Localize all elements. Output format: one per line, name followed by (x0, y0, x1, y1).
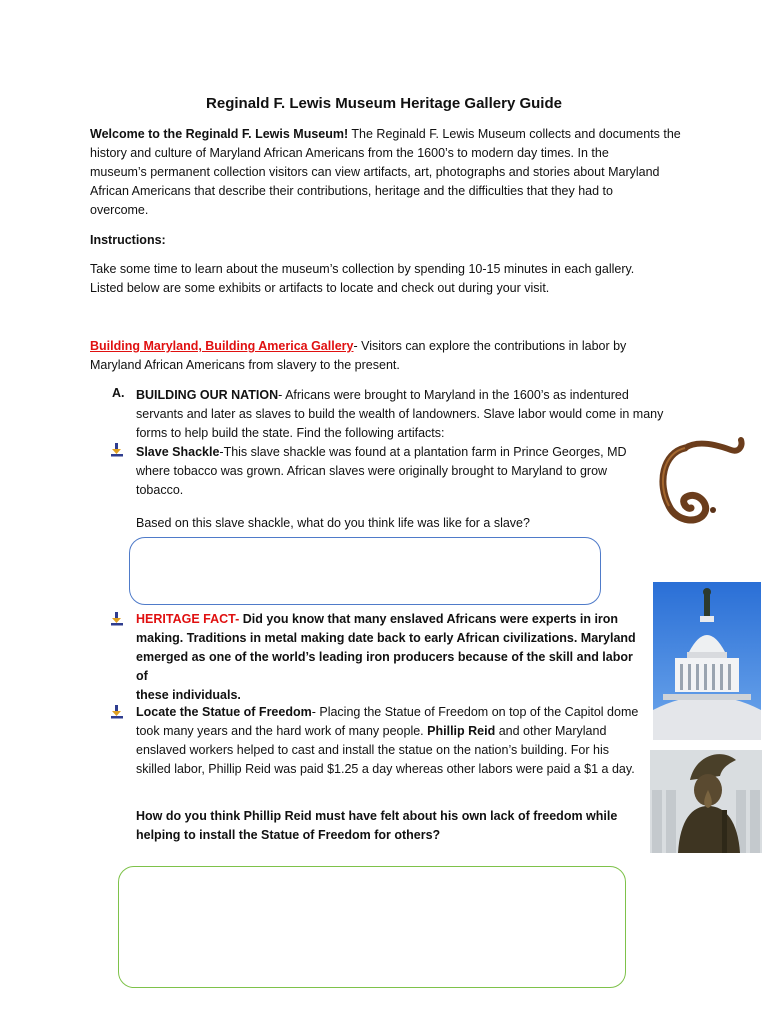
heritage-fact-line1: Did you know that many enslaved Africans were experts in iron (239, 612, 619, 626)
statue-line2-bold: Phillip Reid (423, 724, 496, 738)
page-title: Reginald F. Lewis Museum Heritage Gallery Guide (206, 95, 562, 112)
shackle-line2: where tobacco was grown. African slaves were originally brought to Maryland to grow (136, 464, 608, 478)
heritage-fact-line3: emerged as one of the world’s leading iron producers because of the skill and labor of (136, 650, 633, 683)
gallery-name-link[interactable]: Building Maryland, Building America Gallery (90, 339, 354, 353)
gallery-intro (90, 337, 690, 375)
shackle-line1: -This slave shackle was found at a plantation farm in Prince Georges, MD (219, 445, 627, 459)
bullet-arrow-icon (110, 705, 126, 719)
instructions-line2: Listed below are some exhibits or artifacts to locate and check out during your visit. (90, 281, 550, 295)
intro-line1: The Reginald F. Lewis Museum collects and documents the (348, 127, 681, 141)
bullet-arrow-icon (110, 443, 126, 457)
shackle-question: Based on this slave shackle, what do you think life was like for a slave? (136, 516, 530, 530)
section-a-marker: A. (112, 386, 125, 400)
capitol-dome-photo (653, 582, 761, 740)
statue-of-freedom-photo (650, 750, 762, 853)
heritage-fact-line2: making. Traditions in metal making date back to early African civilizations. Maryland (136, 631, 636, 645)
intro-line4: African Americans that describe their contributions, heritage and the difficulties that they had to (90, 184, 613, 198)
statue-line2-end: and other Maryland (495, 724, 607, 738)
statue-question (136, 807, 646, 845)
heritage-fact-paragraph (136, 610, 646, 705)
instructions-paragraph (90, 260, 690, 298)
shackle-name: Slave Shackle (136, 445, 220, 459)
heritage-fact-line4: these individuals. (136, 688, 241, 702)
answer-box-shackle[interactable] (129, 537, 601, 605)
statue-question-line1: How do you think Phillip Reid must have felt about his own lack of freedom while (136, 809, 618, 823)
intro-paragraph (90, 125, 690, 220)
heritage-fact-label: HERITAGE FACT- (136, 612, 240, 626)
statue-name: Locate the Statue of Freedom (136, 705, 312, 719)
statue-line4: skilled labor, Phillip Reid was paid $1.25 a day whereas other labors were paid a $1 a day. (136, 762, 635, 776)
statue-question-line2: helping to install the Statue of Freedom for others? (136, 828, 441, 842)
section-a-line3: forms to help build the state. Find the following artifacts: (136, 426, 445, 440)
statue-paragraph (136, 703, 646, 779)
intro-line3: museum’s permanent collection visitors can view artifacts, art, photographs and stories about Maryland (90, 165, 660, 179)
section-a-line2: servants and later as slaves to build the wealth of landowners. Slave labor would come in many (136, 407, 664, 421)
section-a-line1: - Africans were brought to Maryland in the 1600’s as indentured (278, 388, 629, 402)
section-a-heading: BUILDING OUR NATION (136, 388, 279, 402)
bullet-arrow-icon (110, 612, 126, 626)
instructions-heading: Instructions: (90, 233, 166, 247)
statue-line3: enslaved workers helped to cast and install the statue on the nation’s building. For his (136, 743, 609, 757)
intro-welcome: Welcome to the Reginald F. Lewis Museum! (90, 127, 349, 141)
intro-line5: overcome. (90, 203, 149, 217)
statue-line2-start: took many years and the hard work of many people. (136, 724, 424, 738)
answer-box-statue[interactable] (118, 866, 626, 988)
shackle-line3: tobacco. (136, 483, 184, 497)
shackle-paragraph (136, 443, 646, 500)
instructions-line1: Take some time to learn about the museum’s collection by spending 10-15 minutes in each gallery. (90, 262, 635, 276)
shackle-photo (655, 428, 745, 528)
section-a-paragraph (136, 386, 736, 443)
intro-line2: history and culture of Maryland African Americans from the 1600’s to modern day times. In the (90, 146, 609, 160)
statue-line1: - Placing the Statue of Freedom on top of the Capitol dome (311, 705, 639, 719)
gallery-desc-line1: - Visitors can explore the contributions in labor by (353, 339, 627, 353)
gallery-desc-line2: Maryland African Americans from slavery to the present. (90, 358, 400, 372)
